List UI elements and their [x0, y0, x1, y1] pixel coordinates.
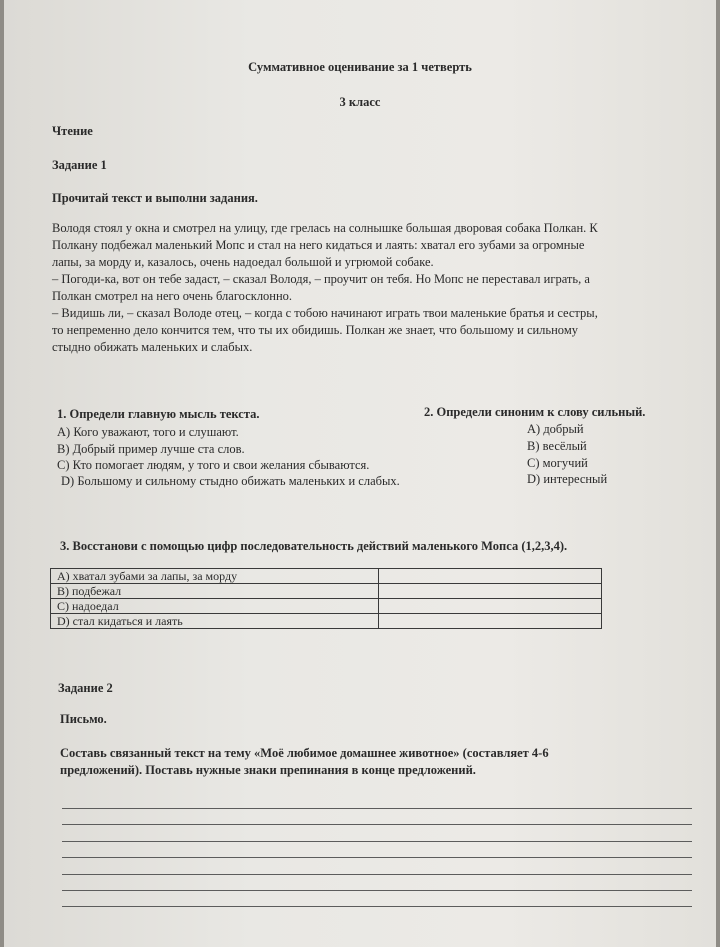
text-line: – Погоди-ка, вот он тебе задаст, – сказал Володя, – проучит он тебя. Но Мопс не переставал играть, а	[52, 272, 590, 286]
q2-title: 2. Определи синоним к слову сильный.	[424, 405, 646, 419]
sequence-action: С) надоедал	[51, 599, 379, 614]
task2-label: Задание 2	[58, 681, 113, 695]
section-writing-heading: Письмо.	[60, 712, 107, 726]
writing-line[interactable]	[62, 906, 692, 907]
text-line: стыдно обижать маленьких и слабых.	[52, 340, 253, 354]
writing-line[interactable]	[62, 857, 692, 858]
answer-cell[interactable]	[379, 569, 602, 584]
table-row	[51, 584, 602, 599]
answer-cell[interactable]	[379, 599, 602, 614]
writing-line[interactable]	[62, 890, 692, 891]
table-row	[51, 599, 602, 614]
task2-instruction-line: предложений). Поставь нужные знаки препинания в конце предложений.	[60, 763, 476, 777]
task1-label: Задание 1	[52, 158, 107, 172]
writing-line[interactable]	[62, 824, 692, 825]
q1-option: В) Добрый пример лучше ста слов.	[57, 442, 245, 456]
sequence-action: В) подбежал	[51, 584, 379, 599]
text-line: Полкан смотрел на него очень благосклонно.	[52, 289, 293, 303]
table-row	[51, 569, 602, 584]
task1-instruction: Прочитай текст и выполни задания.	[52, 191, 258, 205]
grade-label: 3 класс	[339, 95, 381, 109]
q1-option: А) Кого уважают, того и слушают.	[57, 425, 239, 439]
text-line: Володя стоял у окна и смотрел на улицу, где грелась на солнышке большая дворовая собака Полкан. К	[52, 221, 598, 235]
page-title: Суммативное оценивание за 1 четверть	[248, 60, 472, 74]
answer-cell[interactable]	[379, 584, 602, 599]
q2-option: D) интересный	[527, 472, 608, 486]
text-line: лапы, за морду и, казалось, очень надоедал большой и угрюмой собаке.	[52, 255, 434, 269]
q2-option: А) добрый	[527, 422, 584, 436]
task2-instruction-line: Составь связанный текст на тему «Моё любимое домашнее животное» (составляет 4-6	[60, 746, 549, 760]
sequence-action: D) стал кидаться и лаять	[51, 614, 379, 629]
text-line: Полкану подбежал маленький Мопс и стал на него кидаться и лаять: хватал его зубами за огромные	[52, 238, 585, 252]
q3-title: 3. Восстанови с помощью цифр последовательность действий маленького Мопса (1,2,3,4).	[60, 539, 568, 553]
sequence-action: А) хватал зубами за лапы, за морду	[51, 569, 379, 584]
section-reading-heading: Чтение	[52, 124, 93, 138]
q2-option: С) могучий	[527, 456, 588, 470]
writing-line[interactable]	[62, 874, 692, 875]
table-row	[51, 614, 602, 629]
writing-line[interactable]	[62, 841, 692, 842]
q2-option: В) весёлый	[527, 439, 587, 453]
writing-line[interactable]	[62, 808, 692, 809]
answer-cell[interactable]	[379, 614, 602, 629]
sequence-table	[50, 568, 602, 629]
q1-option: С) Кто помогает людям, у того и свои желания сбываются.	[57, 458, 370, 472]
text-line: – Видишь ли, – сказал Володе отец, – когда с тобою начинают играть твои маленькие братья и сестры,	[52, 306, 598, 320]
q1-title: 1. Определи главную мысль текста.	[57, 407, 260, 421]
q1-option: D) Большому и сильному стыдно обижать маленьких и слабых.	[61, 474, 400, 488]
text-line: то непременно дело кончится тем, что ты их обидишь. Полкан же знает, что большому и сильному	[52, 323, 578, 337]
